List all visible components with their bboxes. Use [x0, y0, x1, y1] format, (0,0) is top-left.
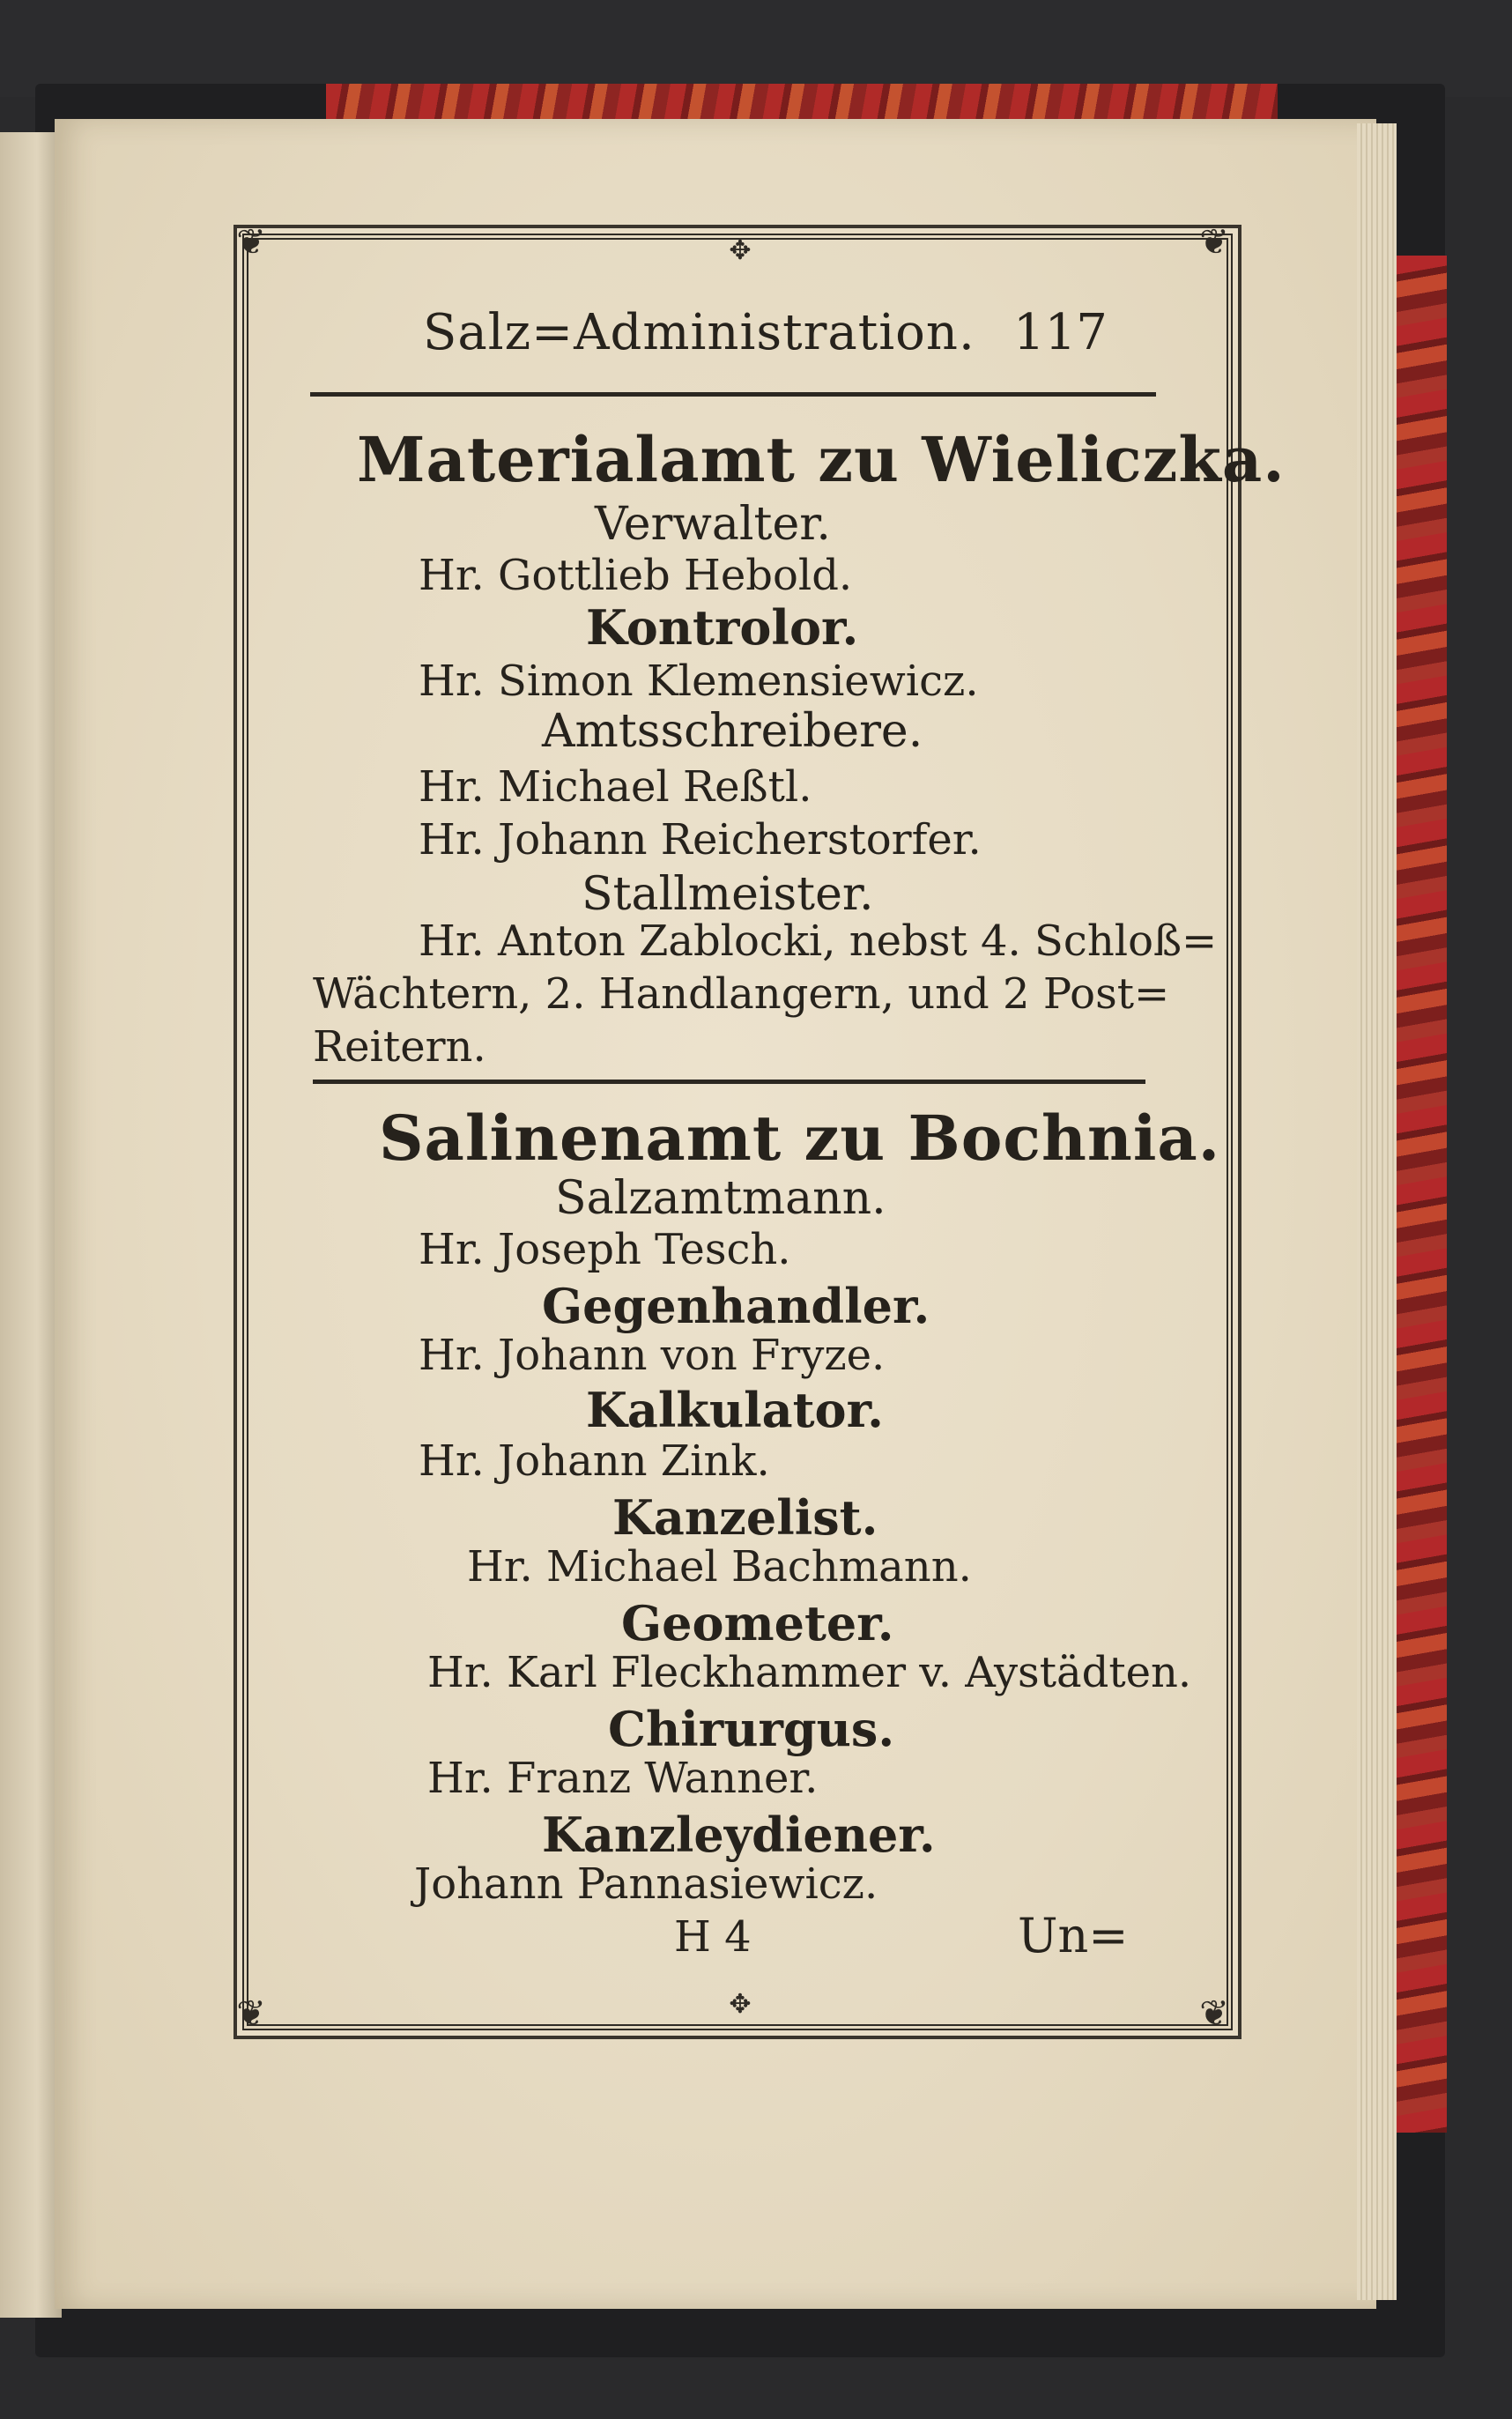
- page-block-edges: [1357, 123, 1397, 2300]
- person-entry: Hr. Anton Zablocki, nebst 4. Schloß=: [419, 916, 1218, 966]
- person-entry: Hr. Johann Reicherstorfer.: [419, 815, 982, 864]
- role-heading: Kanzelist.: [612, 1489, 878, 1546]
- running-head: Salz=Administration.: [423, 304, 975, 361]
- role-heading: Amtsschreibere.: [542, 705, 923, 758]
- section-rule: [313, 1080, 1145, 1084]
- frame-corner-ornament-icon: ❦: [1199, 1993, 1229, 2034]
- role-heading: Gegenhandler.: [542, 1278, 930, 1334]
- signature-mark: H 4: [674, 1912, 752, 1962]
- role-heading: Kalkulator.: [586, 1382, 884, 1438]
- person-entry: Hr. Michael Bachmann.: [467, 1542, 972, 1592]
- section-title: Salinenamt zu Bochnia.: [379, 1102, 1221, 1175]
- frame-corner-ornament-icon: ❦: [236, 222, 266, 263]
- scan-background: [0, 0, 1512, 97]
- role-heading: Kontrolor.: [586, 599, 859, 656]
- person-entry: Hr. Johann Zink.: [419, 1436, 770, 1486]
- role-heading: Geometer.: [621, 1595, 894, 1651]
- role-heading: Stallmeister.: [582, 868, 874, 921]
- person-entry: Hr. Michael Reßtl.: [419, 762, 812, 812]
- role-heading: Verwalter.: [595, 498, 831, 551]
- frame-top-ornament-icon: ✥: [729, 235, 752, 266]
- role-heading: Chirurgus.: [608, 1701, 895, 1757]
- header-rule: [310, 392, 1156, 397]
- person-entry: Hr. Gottlieb Hebold.: [419, 551, 853, 600]
- person-entry-continued: Reitern.: [313, 1022, 486, 1072]
- page-number: 117: [1013, 304, 1108, 361]
- previous-page-edge: [0, 132, 62, 2318]
- frame-corner-ornament-icon: ❦: [236, 1993, 266, 2034]
- role-heading: Salzamtmann.: [555, 1172, 886, 1225]
- person-entry: Hr. Johann von Fryze.: [419, 1331, 886, 1380]
- section-title: Materialamt zu Wieliczka.: [357, 423, 1286, 496]
- frame-bottom-ornament-icon: ✥: [729, 1989, 752, 2020]
- person-entry: Hr. Karl Fleckhammer v. Aystädten.: [427, 1648, 1192, 1697]
- person-entry: Johann Pannasiewicz.: [414, 1859, 878, 1909]
- person-entry: Hr. Franz Wanner.: [427, 1754, 819, 1803]
- role-heading: Kanzleydiener.: [542, 1807, 936, 1863]
- person-entry: Hr. Simon Klemensiewicz.: [419, 657, 979, 706]
- frame-corner-ornament-icon: ❦: [1199, 222, 1229, 263]
- catchword: Un=: [1018, 1908, 1129, 1963]
- person-entry: Hr. Joseph Tesch.: [419, 1225, 791, 1274]
- marbled-edge-right: [1392, 256, 1447, 2133]
- person-entry-continued: Wächtern, 2. Handlangern, und 2 Post=: [313, 969, 1170, 1019]
